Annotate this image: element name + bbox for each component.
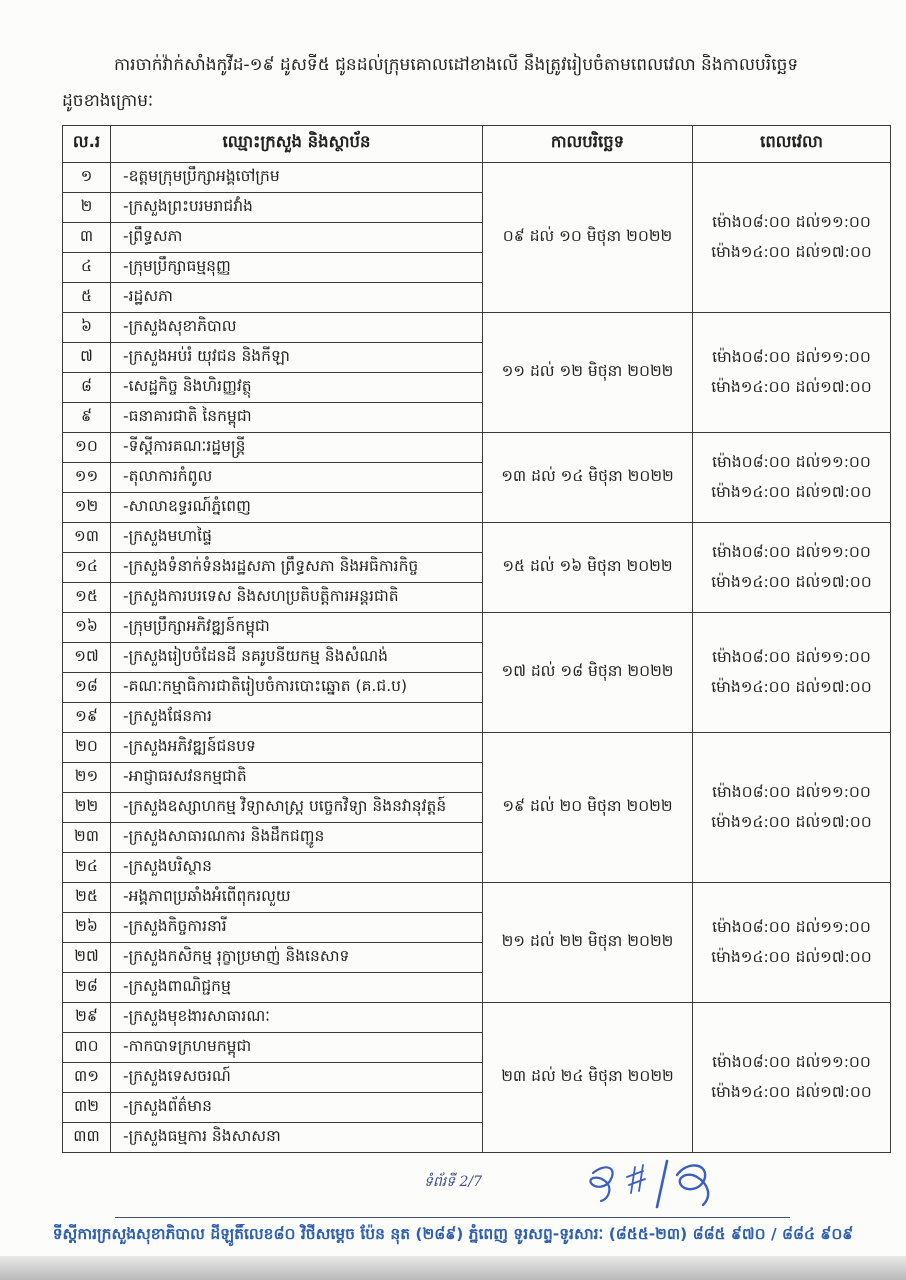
ministry-name: -ក្រុមប្រឹក្សាអភិវឌ្ឍន៍កម្ពុជា [111, 613, 483, 643]
ministry-name: -កាកបាទក្រហមកម្ពុជា [111, 1033, 483, 1063]
time-range [693, 163, 891, 313]
date-range: ២១ ដល់ ២២ មិថុនា ២០២២ [483, 883, 693, 1003]
signature-ink [575, 1155, 725, 1217]
row-number: ២០ [63, 733, 111, 763]
row-number: ១២ [63, 493, 111, 523]
row-number: ៤ [63, 253, 111, 283]
row-number: ៣៣ [63, 1123, 111, 1153]
ministry-name: -ក្រសួងមហាផ្ទៃ [111, 523, 483, 553]
header-date: កាលបរិច្ឆេទ [483, 126, 693, 163]
row-number: ២៩ [63, 1003, 111, 1033]
ministry-name: -ក្រសួងមុខងារសាធារណៈ [111, 1003, 483, 1033]
time-range [693, 1003, 891, 1153]
time-range [693, 883, 891, 1003]
row-number: ២៤ [63, 853, 111, 883]
vaccination-schedule-table [62, 125, 891, 1153]
row-number: ១៥ [63, 583, 111, 613]
ministry-name: -ក្រសួងធម្មការ និងសាសនា [111, 1123, 483, 1153]
row-number: ២ [63, 193, 111, 223]
row-number: ១៩ [63, 703, 111, 733]
ministry-name: -ក្រសួងទេសចរណ៍ [111, 1063, 483, 1093]
date-range: ២៣ ដល់ ២៤ មិថុនា ២០២២ [483, 1003, 693, 1153]
ministry-name: -ក្រសួងអភិវឌ្ឍន៍ជនបទ [111, 733, 483, 763]
time-range-line: ម៉ោង០៨:០០ ដល់១១:០០ [712, 348, 871, 367]
row-number: ៨ [63, 373, 111, 403]
ministry-name: -ក្រសួងព្រះបរមរាជវាំង [111, 193, 483, 223]
ministry-name: -ក្រសួងអប់រំ យុវជន និងកីឡា [111, 343, 483, 373]
row-number: ៥ [63, 283, 111, 313]
intro-line-2: ដូចខាងក្រោមៈ [62, 90, 154, 111]
ministry-name: -ក្រសួងសុខាភិបាល [111, 313, 483, 343]
ministry-name: -ក្រសួងការបរទេស និងសហប្រតិបត្តិការអន្តរជាតិ [111, 583, 483, 613]
ministry-name: -ក្រសួងផែនការ [111, 703, 483, 733]
row-number: ២៦ [63, 913, 111, 943]
date-range: ០៩ ដល់ ១០ មិថុនា ២០២២ [483, 163, 693, 313]
date-range: ១៣ ដល់ ១៤ មិថុនា ២០២២ [483, 433, 693, 523]
row-number: ៣១ [63, 1063, 111, 1093]
ministry-name: -ក្រុមប្រឹក្សាធម្មនុញ្ញ [111, 253, 483, 283]
scan-edge-shadow [0, 1256, 906, 1280]
time-range-line: ម៉ោង១៤:០០ ដល់១៧:០០ [711, 812, 872, 831]
row-number: ១៣ [63, 523, 111, 553]
ministry-name: -ក្រសួងព័ត៌មាន [111, 1093, 483, 1123]
row-number: ១៤ [63, 553, 111, 583]
time-range-line: ម៉ោង០៨:០០ ដល់១១:០០ [712, 783, 871, 802]
page-number: ទំព័រទី 2/7 [423, 1174, 483, 1190]
time-range-line: ម៉ោង០៨:០០ ដល់១១:០០ [712, 1053, 871, 1072]
ministry-name: -គណៈកម្មាធិការជាតិរៀបចំការបោះឆ្នោត (គ.ជ.ប) [111, 673, 483, 703]
time-range-line: ម៉ោង១៤:០០ ដល់១៧:០០ [711, 1082, 872, 1101]
date-range: ១១ ដល់ ១២ មិថុនា ២០២២ [483, 313, 693, 433]
row-number: ១៧ [63, 643, 111, 673]
row-number: ២៨ [63, 973, 111, 1003]
ministry-name: -ក្រសួងកិច្ចការនារី [111, 913, 483, 943]
ministry-name: -អាជ្ញាធរសវនកម្មជាតិ [111, 763, 483, 793]
footer-divider [115, 1217, 790, 1218]
row-number: ១៨ [63, 673, 111, 703]
schedule-table-body [63, 163, 891, 1153]
time-range-line: ម៉ោង០៨:០០ ដល់១១:០០ [712, 543, 871, 562]
ministry-name: -ឧត្តមក្រុមប្រឹក្សាអង្គចៅក្រម [111, 163, 483, 193]
time-range [693, 613, 891, 733]
intro-paragraph [62, 48, 882, 119]
row-number: ១ [63, 163, 111, 193]
row-number: ២៧ [63, 943, 111, 973]
table-row [63, 613, 891, 643]
ministry-name: -សាលាឧទ្ធរណ៍ភ្នំពេញ [111, 493, 483, 523]
header-number: ល.រ [63, 126, 111, 163]
ministry-name: -តុលាការកំពូល [111, 463, 483, 493]
ministry-name: -ក្រសួងពាណិជ្ជកម្ម [111, 973, 483, 1003]
time-range-line: ម៉ោង០៨:០០ ដល់១១:០០ [712, 918, 871, 937]
table-row [63, 883, 891, 913]
table-row [63, 163, 891, 193]
time-range-line: ម៉ោង០៨:០០ ដល់១១:០០ [712, 453, 871, 472]
time-range-line: ម៉ោង១៤:០០ ដល់១៧:០០ [711, 242, 872, 261]
date-range: ១៩ ដល់ ២០ មិថុនា ២០២២ [483, 733, 693, 883]
row-number: ១០ [63, 433, 111, 463]
header-time: ពេលវេលា [693, 126, 891, 163]
table-row [63, 433, 891, 463]
table-row [63, 313, 891, 343]
table-header-row [63, 126, 891, 163]
time-range [693, 733, 891, 883]
time-range [693, 433, 891, 523]
row-number: ៣ [63, 223, 111, 253]
ministry-name: -ក្រសួងរៀបចំដែនដី នគរូបនីយកម្ម និងសំណង់ [111, 643, 483, 673]
ministry-name: -ក្រសួងទំនាក់ទំនងរដ្ឋសភា ព្រឹទ្ធសភា និងអធិការកិច្ច [111, 553, 483, 583]
row-number: ២២ [63, 793, 111, 823]
header-ministry-name: ឈ្មោះក្រសួង និងស្ថាប័ន [111, 126, 483, 163]
row-number: ២១ [63, 763, 111, 793]
ministry-name: -ក្រសួងបរិស្ថាន [111, 853, 483, 883]
row-number: ១១ [63, 463, 111, 493]
date-range: ១៧ ដល់ ១៨ មិថុនា ២០២២ [483, 613, 693, 733]
ministry-name: -ក្រសួងកសិកម្ម រុក្ខាប្រមាញ់ និងនេសាទ [111, 943, 483, 973]
ministry-name: -ក្រសួងសាធារណការ និងដឹកជញ្ជូន [111, 823, 483, 853]
ministry-name: -ព្រឹទ្ធសភា [111, 223, 483, 253]
ministry-name: -ទីស្តីការគណៈរដ្ឋមន្ត្រី [111, 433, 483, 463]
ministry-name: -រដ្ឋសភា [111, 283, 483, 313]
row-number: ៧ [63, 343, 111, 373]
ministry-name: -អង្គភាពប្រឆាំងអំពើពុករលួយ [111, 883, 483, 913]
intro-line-1: ការចាក់វ៉ាក់សាំងកូវីដ-១៩ ដូសទី៥ ជូនដល់ក្រុមគោលដៅខាងលើ នឹងត្រូវរៀបចំតាមពេលវេលា និងកាលបរិច្ឆេទ [114, 55, 799, 75]
time-range-line: ម៉ោង១៤:០០ ដល់១៧:០០ [711, 677, 872, 696]
row-number: ៦ [63, 313, 111, 343]
ministry-name: -សេដ្ឋកិច្ច និងហិរញ្ញវត្ថុ [111, 373, 483, 403]
table-row [63, 523, 891, 553]
table-row [63, 733, 891, 763]
time-range-line: ម៉ោង១៤:០០ ដល់១៧:០០ [711, 377, 872, 396]
table-row [63, 1003, 891, 1033]
time-range-line: ម៉ោង១៤:០០ ដល់១៧:០០ [711, 572, 872, 591]
time-range [693, 313, 891, 433]
date-range: ១៥ ដល់ ១៦ មិថុនា ២០២២ [483, 523, 693, 613]
row-number: ២៥ [63, 883, 111, 913]
ministry-name: -ធនាគារជាតិ នៃកម្ពុជា [111, 403, 483, 433]
row-number: ៩ [63, 403, 111, 433]
footer-contact-line: ទីស្តីការក្រសួងសុខាភិបាល ដីឡូតិ៍លេខ៨០ វិថីសម្តេច ប៉ែន នុត (២៨៩) ភ្នំពេញ ទូរសព្ទ-ទូរសារៈ (៨៥៥-២៣) ៨៨៥ ៩៧០ / ៨៨៤ ៩០៩ [52, 1225, 854, 1243]
row-number: ១៦ [63, 613, 111, 643]
ministry-name: -ក្រសួងឧស្សាហកម្ម វិទ្យាសាស្ត្រ បច្ចេកវិទ្យា និងនវានុវត្តន៍ [111, 793, 483, 823]
time-range-line: ម៉ោង១៤:០០ ដល់១៧:០០ [711, 482, 872, 501]
time-range-line: ម៉ោង០៨:០០ ដល់១១:០០ [712, 213, 871, 232]
row-number: ២៣ [63, 823, 111, 853]
row-number: ៣២ [63, 1093, 111, 1123]
time-range-line: ម៉ោង០៨:០០ ដល់១១:០០ [712, 648, 871, 667]
row-number: ៣០ [63, 1033, 111, 1063]
time-range-line: ម៉ោង១៤:០០ ដល់១៧:០០ [711, 947, 872, 966]
time-range [693, 523, 891, 613]
